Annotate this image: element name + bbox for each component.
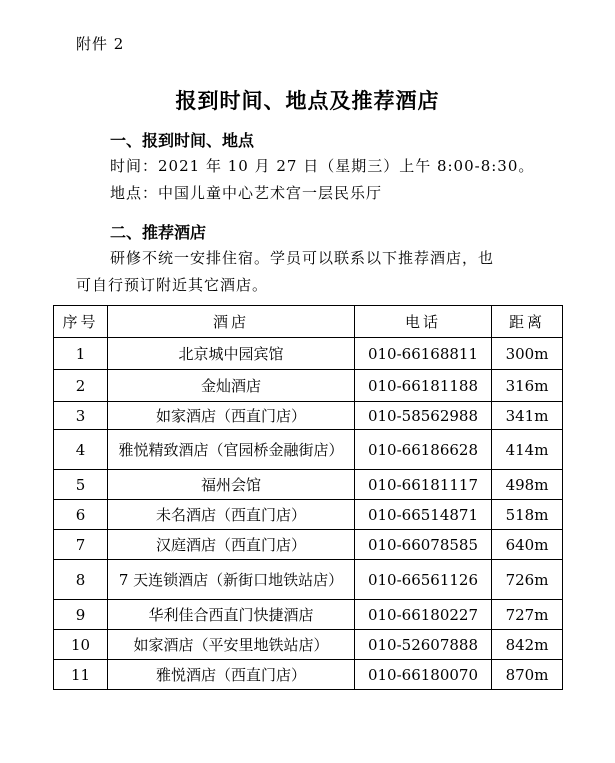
row-distance: 870m	[492, 660, 563, 690]
page-title: 报到时间、地点及推荐酒店	[175, 89, 440, 113]
row-distance: 518m	[492, 500, 563, 530]
table-row	[54, 530, 563, 560]
row-phone: 010-66561126	[355, 560, 492, 600]
time-line: 时间：2021 年 10 月 27 日（星期三）上午 8:00-8:30。	[110, 157, 535, 175]
row-phone: 010-66181188	[355, 370, 492, 402]
row-distance: 414m	[492, 430, 563, 470]
header-distance: 距离	[492, 306, 563, 338]
table-row	[54, 630, 563, 660]
row-no: 11	[54, 660, 108, 690]
header-no: 序号	[54, 306, 108, 338]
hotel-intro-line2: 可自行预订附近其它酒店。	[76, 276, 269, 294]
row-no: 10	[54, 630, 108, 660]
header-phone: 电话	[355, 306, 492, 338]
row-phone: 010-66180070	[355, 660, 492, 690]
row-phone: 010-52607888	[355, 630, 492, 660]
row-phone: 010-58562988	[355, 402, 492, 430]
row-no: 3	[54, 402, 108, 430]
row-no: 4	[54, 430, 108, 470]
table-row	[54, 430, 563, 470]
row-hotel: 汉庭酒店（西直门店）	[108, 530, 355, 560]
row-distance: 726m	[492, 560, 563, 600]
place-line: 地点：中国儿童中心艺术宫一层民乐厅	[110, 184, 383, 202]
table-row	[54, 560, 563, 600]
section2-heading: 二、推荐酒店	[110, 223, 207, 242]
table-row	[54, 600, 563, 630]
row-distance: 727m	[492, 600, 563, 630]
row-hotel: 雅悦精致酒店（官园桥金融街店）	[108, 430, 355, 470]
row-hotel: 未名酒店（西直门店）	[108, 500, 355, 530]
row-hotel: 如家酒店（平安里地铁站店）	[108, 630, 355, 660]
row-hotel: 福州会馆	[108, 470, 355, 500]
row-hotel: 雅悦酒店（西直门店）	[108, 660, 355, 690]
row-phone: 010-66168811	[355, 338, 492, 370]
row-phone: 010-66180227	[355, 600, 492, 630]
table-row	[54, 500, 563, 530]
hotel-intro-line1: 研修不统一安排住宿。学员可以联系以下推荐酒店，也	[110, 249, 495, 267]
row-hotel: 7 天连锁酒店（新街口地铁站店）	[108, 560, 355, 600]
section1-heading: 一、报到时间、地点	[110, 131, 255, 150]
attachment-label: 附件 2	[76, 35, 125, 53]
table-row	[54, 402, 563, 430]
row-distance: 316m	[492, 370, 563, 402]
table-header-row	[54, 306, 563, 338]
row-phone: 010-66186628	[355, 430, 492, 470]
table-row	[54, 338, 563, 370]
hotel-table	[53, 305, 563, 690]
row-hotel: 如家酒店（西直门店）	[108, 402, 355, 430]
table-row	[54, 660, 563, 690]
row-no: 1	[54, 338, 108, 370]
row-phone: 010-66514871	[355, 500, 492, 530]
row-hotel: 北京城中园宾馆	[108, 338, 355, 370]
row-distance: 498m	[492, 470, 563, 500]
header-hotel: 酒店	[108, 306, 355, 338]
row-distance: 640m	[492, 530, 563, 560]
table-row	[54, 470, 563, 500]
row-distance: 842m	[492, 630, 563, 660]
row-no: 9	[54, 600, 108, 630]
row-no: 2	[54, 370, 108, 402]
row-phone: 010-66078585	[355, 530, 492, 560]
row-distance: 341m	[492, 402, 563, 430]
row-phone: 010-66181117	[355, 470, 492, 500]
row-no: 8	[54, 560, 108, 600]
row-hotel: 华利佳合西直门快捷酒店	[108, 600, 355, 630]
row-no: 5	[54, 470, 108, 500]
row-no: 7	[54, 530, 108, 560]
row-no: 6	[54, 500, 108, 530]
row-hotel: 金灿酒店	[108, 370, 355, 402]
table-row	[54, 370, 563, 402]
row-distance: 300m	[492, 338, 563, 370]
